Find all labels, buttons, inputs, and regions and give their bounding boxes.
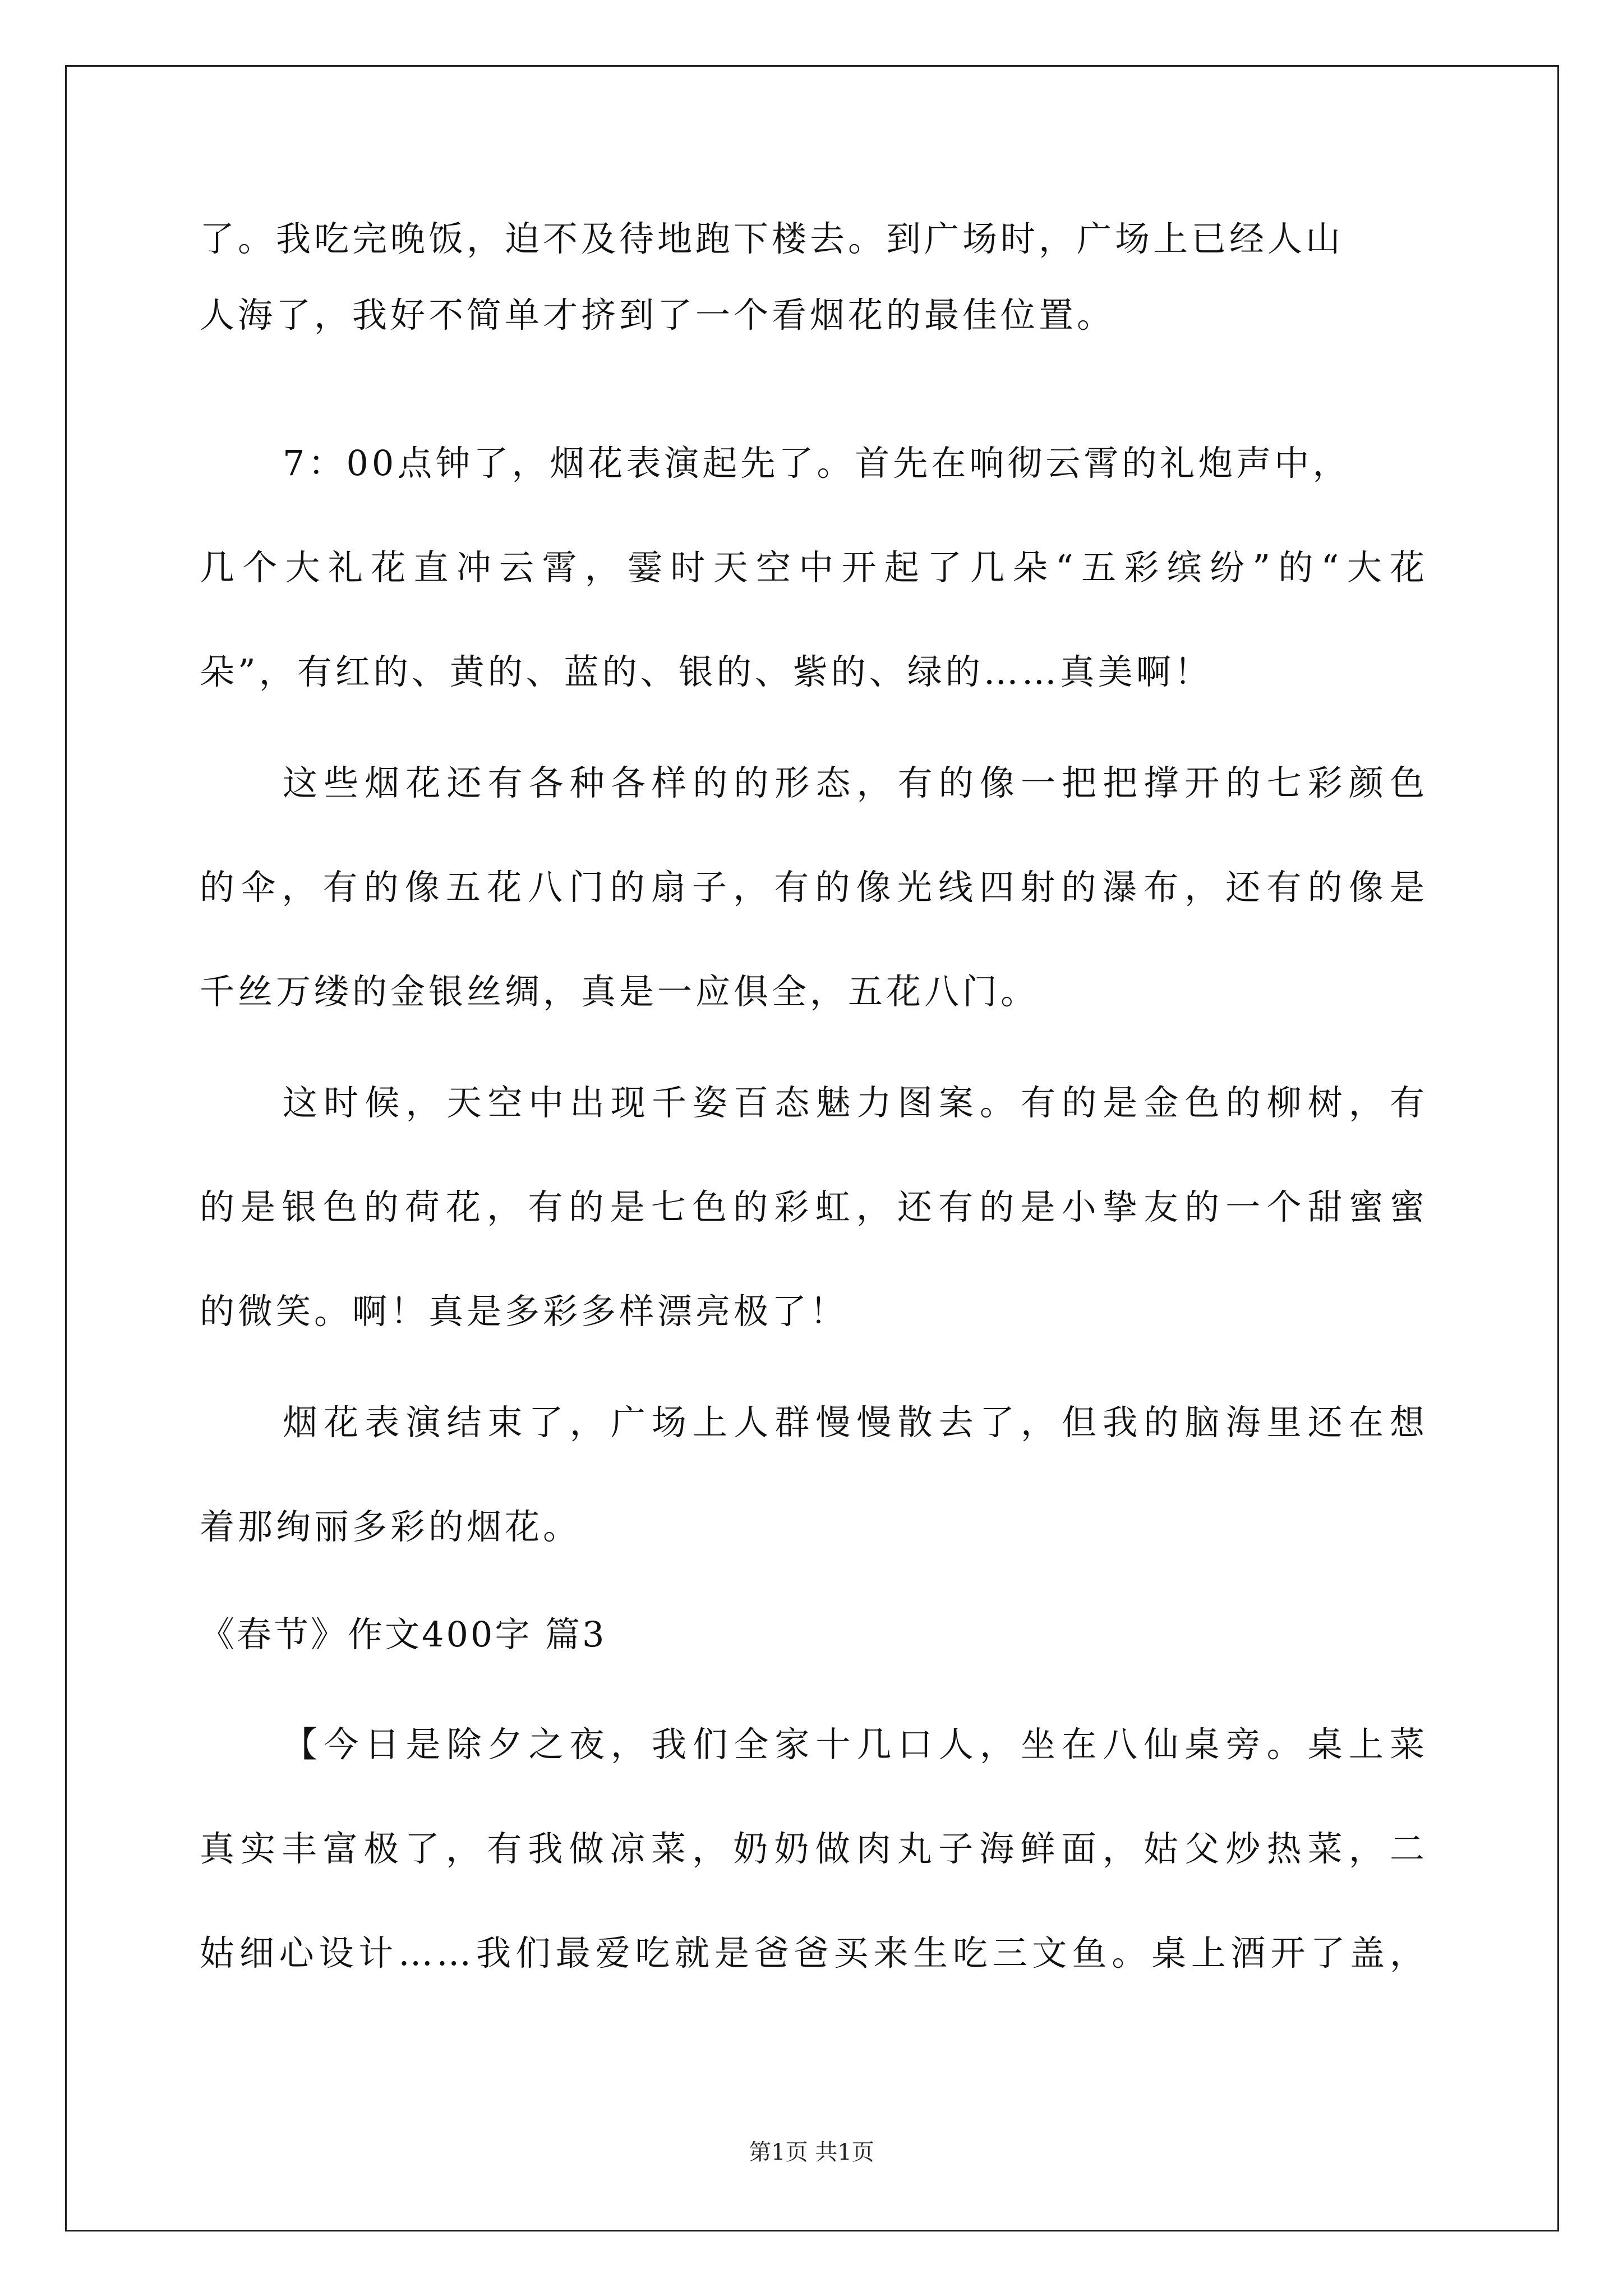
section-heading: 《春节》作文400字 篇3: [200, 1614, 607, 1655]
text-line: 的微笑。啊！真是多彩多样漂亮极了！: [200, 1291, 849, 1332]
text-line: 的是银色的荷花，有的是七色的彩虹，还有的是小挚友的一个甜蜜蜜: [200, 1186, 1428, 1227]
text-line: 人海了，我好不简单才挤到了一个看烟花的最佳位置。: [200, 295, 1115, 335]
page-border: [65, 65, 1559, 2231]
text-line: 烟花表演结束了，广场上人群慢慢散去了，但我的脑海里还在想: [283, 1402, 1428, 1443]
page-footer: 第1页 共1页: [749, 2139, 874, 2165]
text-line: 真实丰富极了，有我做凉菜，奶奶做肉丸子海鲜面，姑父炒热菜，二: [200, 1828, 1428, 1869]
text-line: 姑细心设计……我们最爱吃就是爸爸买来生吃三文鱼。桌上酒开了盖，: [200, 1932, 1428, 1973]
text-line: 着那绚丽多彩的烟花。: [200, 1506, 582, 1547]
text-line: 朵”，有红的、黄的、蓝的、银的、紫的、绿的……真美啊！: [200, 651, 1212, 692]
text-line: 几个大礼花直冲云霄，霎时天空中开起了几朵“五彩缤纷”的“大花: [200, 547, 1428, 588]
text-line: 的伞，有的像五花八门的扇子，有的像光线四射的瀑布，还有的像是: [200, 867, 1428, 908]
text-line: 这些烟花还有各种各样的的形态，有的像一把把撑开的七彩颜色: [283, 762, 1428, 803]
text-line: 千丝万缕的金银丝绸，真是一应俱全，五花八门。: [200, 971, 1039, 1012]
text-line: 【今日是除夕之夜，我们全家十几口人，坐在八仙桌旁。桌上菜: [283, 1724, 1428, 1765]
text-line: 7：00点钟了，烟花表演起先了。首先在响彻云霄的礼炮声中，: [283, 443, 1351, 484]
text-line: 这时候，天空中出现千姿百态魅力图案。有的是金色的柳树，有: [283, 1082, 1428, 1123]
text-line: 了。我吃完晚饭，迫不及待地跑下楼去。到广场时，广场上已经人山: [200, 218, 1344, 259]
